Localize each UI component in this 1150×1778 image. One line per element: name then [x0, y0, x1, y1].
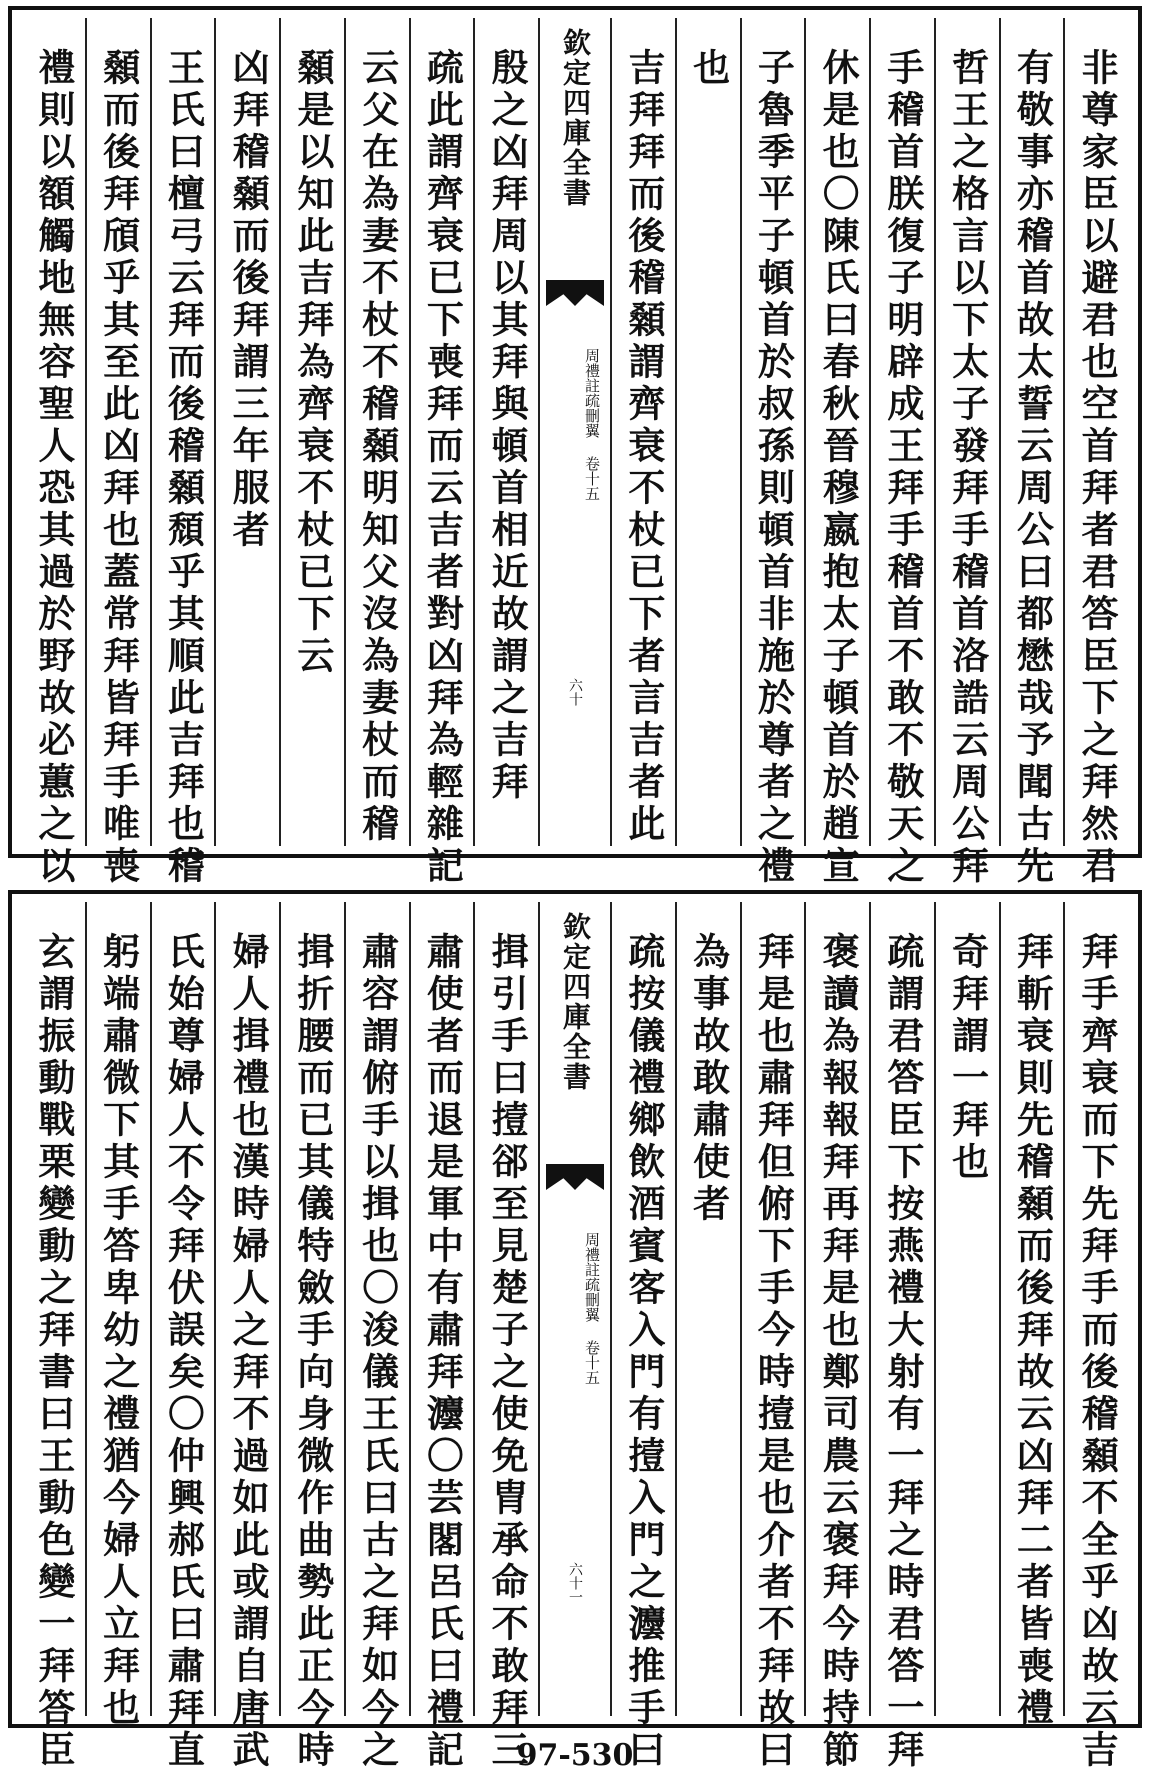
text-column: [612, 902, 677, 1772]
text-column: [742, 902, 807, 1772]
page-footer-number: 97-530: [516, 1738, 634, 1773]
text-column: [216, 902, 281, 1772]
column-text: 子魯季平子頓首於叔孫則頓首非施於尊者之禮: [751, 48, 796, 888]
text-column: [411, 18, 476, 888]
text-column: [871, 18, 936, 888]
column-text: 拜手齊衰而下先拜手而後稽顙不全乎凶故云吉: [1075, 932, 1120, 1772]
gutter-title: 欽定四庫全書: [559, 912, 592, 1092]
column-text: 云父在為妻不杖不稽顙明知父沒為妻杖而稽: [355, 48, 400, 846]
column-text: 奇拜謂一拜也: [945, 932, 990, 1184]
column-text: 疏此謂齊衰已下喪拜而云吉者對凶拜為輕雜記: [420, 48, 465, 888]
column-text: 顙是以知此吉拜為齊衰不杖已下云: [290, 48, 335, 678]
text-column: [346, 18, 411, 846]
column-text: 哲王之格言以下太子發拜手稽首洛誥云周公拜: [945, 48, 990, 888]
page-gutter: [540, 902, 612, 1716]
column-text: 凶拜稽顙而後拜謂三年服者: [226, 48, 271, 552]
column-text: 肅容謂俯手以揖也〇浚儀王氏曰古之拜如今之: [355, 932, 400, 1772]
text-column: [871, 902, 936, 1772]
column-text: 殷之凶拜周以其拜與頓首相近故謂之吉拜: [485, 48, 530, 804]
gutter-book-info: [584, 348, 601, 501]
column-text: 揖引手曰撎郤至見楚子之使免胄承命不敢拜三: [485, 932, 530, 1772]
text-column: [475, 18, 540, 846]
column-text: 褒讀為報報拜再拜是也鄭司農云褒拜今時持節: [816, 932, 861, 1772]
text-column: [742, 18, 807, 888]
volume-text: 卷十五: [583, 1340, 601, 1385]
column-text: 手稽首朕復子明辟成王拜手稽首不敢不敬天之: [880, 48, 925, 888]
column-text: 拜是也肅拜但俯下手今時撎是也介者不拜故曰: [751, 932, 796, 1772]
page-gutter: [540, 18, 612, 846]
text-column: [475, 902, 540, 1772]
text-column: [152, 902, 217, 1772]
column-text: 也: [686, 48, 731, 90]
text-column: [152, 18, 217, 888]
column-text: 玄謂振動戰栗變動之拜書曰王動色變一拜答臣: [31, 932, 76, 1772]
column-text: 揖折腰而已其儀特斂手向身微作曲勢此正今時: [290, 932, 335, 1772]
column-text: 禮則以額觸地無容聖人恐其過於野故必蕙之以: [31, 48, 76, 888]
text-column: [612, 18, 677, 846]
text-column: [1065, 18, 1128, 888]
text-column: [1001, 18, 1066, 888]
column-text: 疏按儀禮鄉飲酒賓客入門有撎入門之灋推手曰: [621, 932, 666, 1772]
column-text: 王氏曰檀弓云拜而後稽顙頹乎其順此吉拜也稽: [161, 48, 206, 888]
text-column: [281, 18, 346, 846]
text-column: [1065, 902, 1128, 1772]
gutter-book-info: [584, 1232, 601, 1385]
text-column: [346, 902, 411, 1772]
gutter-title: 欽定四庫全書: [559, 28, 592, 208]
column-text: 有敬事亦稽首故太誓云周公曰都懋哉予聞古先: [1010, 48, 1055, 888]
text-column: [806, 18, 871, 888]
text-column: [806, 902, 871, 1772]
text-column: [936, 18, 1001, 888]
text-column: [1001, 902, 1066, 1730]
column-text: 氏始尊婦人不令拜伏誤矣〇仲興郝氏曰肅拜直: [161, 932, 206, 1772]
column-text: 為事故敢肅使者: [686, 932, 731, 1226]
text-column: [87, 18, 152, 888]
column-text: 非尊家臣以避君也空首拜者君答臣下之拜然君: [1075, 48, 1120, 888]
column-text: 拜斬衰則先稽顙而後拜故云凶拜二者皆喪禮: [1010, 932, 1055, 1730]
book-info-text: 周禮註疏刪翼: [583, 348, 601, 438]
text-column: [411, 902, 476, 1772]
text-column: [87, 902, 152, 1730]
text-column: [22, 902, 87, 1772]
gutter-page-number: 六十一: [567, 1562, 583, 1604]
column-text: 休是也〇陳氏曰春秋晉穆嬴抱太子頓首於趙宣: [816, 48, 861, 888]
text-column: [281, 902, 346, 1772]
column-text: 顙而後拜頎乎其至此凶拜也蓋常拜皆拜手唯喪: [96, 48, 141, 888]
fish-tail-mark: [546, 280, 604, 306]
column-text: 吉拜拜而後稽顙謂齊衰不杖已下者言吉者此: [621, 48, 666, 846]
volume-text: 卷十五: [583, 456, 601, 501]
column-text: 疏謂君答臣下按燕禮大射有一拜之時君答一拜: [880, 932, 925, 1772]
column-text: 婦人揖禮也漢時婦人之拜不過如此或謂自唐武: [226, 932, 271, 1772]
text-column: [677, 18, 742, 846]
fish-tail-mark: [546, 1164, 604, 1190]
text-column: [22, 18, 87, 888]
top-page: [8, 6, 1142, 888]
column-text: 躬端肅微下其手答卑幼之禮猶今婦人立拜也: [96, 932, 141, 1730]
column-text: 肅使者而退是軍中有肅拜灋〇芸閣呂氏曰禮記: [420, 932, 465, 1772]
book-info-text: 周禮註疏刪翼: [583, 1232, 601, 1322]
gutter-page-number: 六十: [567, 678, 583, 706]
text-column: [216, 18, 281, 846]
text-column: [677, 902, 742, 1716]
text-column: [936, 902, 1001, 1716]
